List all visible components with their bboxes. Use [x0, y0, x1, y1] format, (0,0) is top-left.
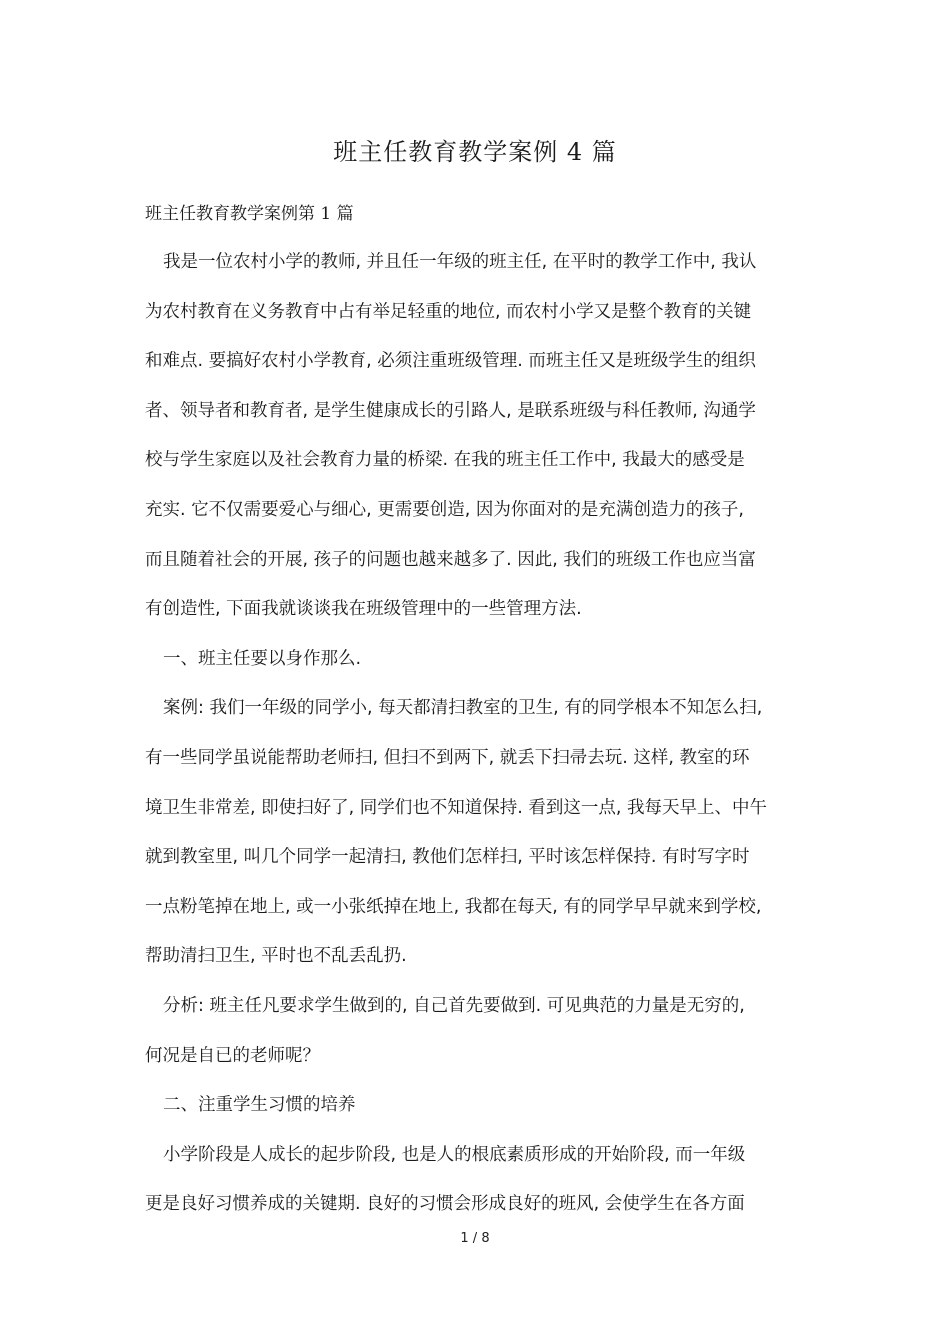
text-line: 境卫生非常差, 即使扫好了, 同学们也不知道保持. 看到这一点, 我每天早上、中午: [145, 797, 767, 818]
section-heading: 二、注重学生习惯的培养: [163, 1095, 356, 1116]
text-line: 案例: 我们一年级的同学小, 每天都清扫教室的卫生, 有的同学根本不知怎么扫,: [163, 698, 763, 719]
section-heading: 一、班主任要以身作那么.: [163, 648, 362, 669]
text-line: 分析: 班主任凡要求学生做到的, 自己首先要做到. 可见典范的力量是无穷的,: [163, 995, 745, 1016]
text-line: 一点粉笔掉在地上, 或一小张纸掉在地上, 我都在每天, 有的同学早早就来到学校,: [145, 896, 762, 917]
text-line: 充实. 它不仅需要爱心与细心, 更需要创造, 因为你面对的是充满创造力的孩子,: [145, 499, 744, 520]
text-line: 有一些同学虽说能帮助老师扫, 但扫不到两下, 就丢下扫帚去玩. 这样, 教室的环: [145, 747, 750, 768]
text-line: 更是良好习惯养成的关键期. 良好的习惯会形成良好的班风, 会使学生在各方面: [145, 1194, 745, 1215]
text-line: 何况是自已的老师呢？: [145, 1045, 320, 1066]
text-line: 有创造性, 下面我就谈谈我在班级管理中的一些管理方法.: [145, 599, 582, 620]
text-line: 而且随着社会的开展, 孩子的问题也越来越多了. 因此, 我们的班级工作也应当富: [145, 549, 756, 570]
text-line: 就到教室里, 叫几个同学一起清扫, 教他们怎样扫, 平时该怎样保持. 有时写字时: [145, 847, 750, 868]
text-line: 者、领导者和教育者, 是学生健康成长的引路人, 是联系班级与科任教师, 沟通学: [145, 400, 756, 421]
text-line: 校与学生家庭以及社会教育力量的桥梁. 在我的班主任工作中, 我最大的感受是: [145, 450, 745, 471]
page-number: 1 / 8: [460, 1231, 490, 1246]
text-line: 小学阶段是人成长的起步阶段, 也是人的根底素质形成的开始阶段, 而一年级: [163, 1144, 746, 1165]
document-title: 班主任教育教学案例 4 篇: [333, 138, 617, 166]
text-line: 和难点. 要搞好农村小学教育, 必须注重班级管理. 而班主任又是班级学生的组织: [145, 351, 756, 372]
text-line: 帮助清扫卫生, 平时也不乱丢乱扔.: [145, 946, 407, 967]
text-line: 为农村教育在义务教育中占有举足轻重的地位, 而农村小学又是整个教育的关键: [145, 301, 752, 322]
section-subtitle: 班主任教育教学案例第 1 篇: [145, 204, 354, 224]
text-line: 我是一位农村小学的教师, 并且任一年级的班主任, 在平时的教学工作中, 我认: [163, 252, 757, 272]
body-text: [145, 246, 817, 1238]
